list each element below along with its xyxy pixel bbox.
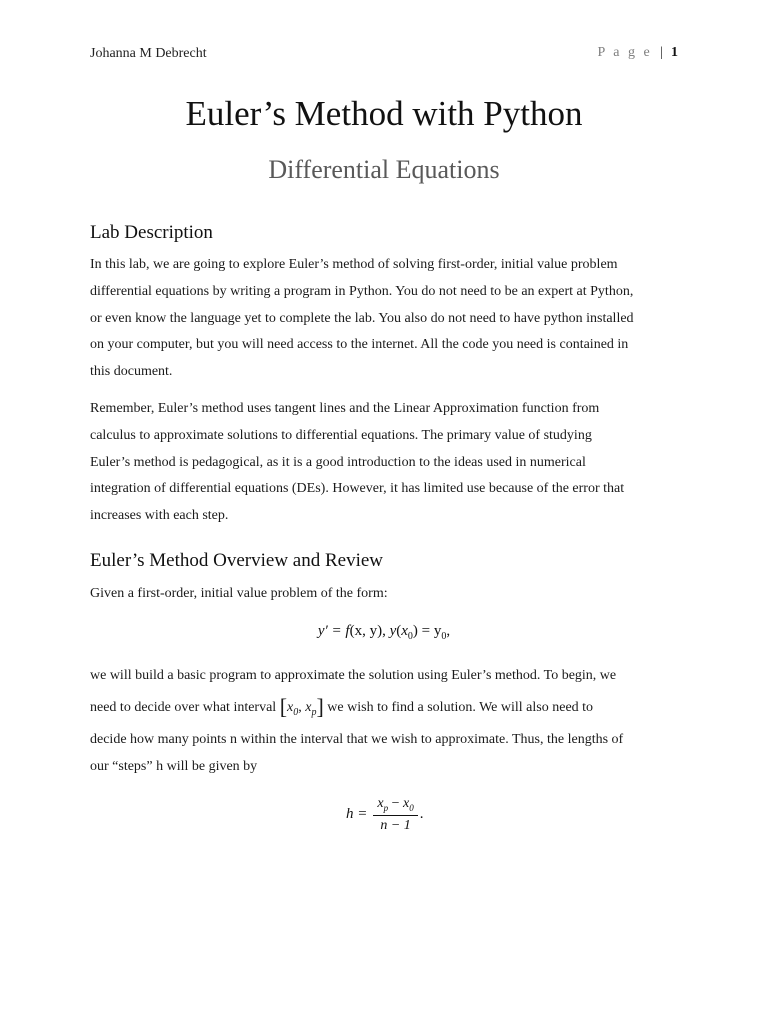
paragraph-points-steps	[90, 727, 682, 781]
interval-expression: [$x_0$, $x_p$]	[279, 694, 324, 719]
paragraph-euler-remember	[90, 396, 682, 530]
text-segment: need to decide over what interval	[90, 700, 277, 715]
eq-ic-eq: ) = y	[412, 623, 442, 639]
page-number: 1	[671, 45, 678, 60]
text-line: or even know the language yet to complete the lab. You also do not need to have python installed	[90, 310, 634, 326]
eq-ic-sub: 0	[407, 631, 413, 642]
paragraph-build-program	[90, 663, 682, 690]
paragraph-lab-intro	[90, 252, 682, 386]
step-fraction	[373, 796, 417, 834]
header-page-number	[597, 45, 678, 61]
interval-b: x	[305, 700, 312, 715]
num-a: x	[377, 796, 384, 811]
interval-a-sub: 0	[293, 706, 299, 718]
equation-step-size	[346, 796, 423, 834]
paragraph-interval-line	[90, 694, 682, 727]
document-title: Euler’s Method with Python	[185, 94, 583, 133]
text-line: our “steps” h will be given by	[90, 758, 258, 774]
header-author: Johanna M Debrecht	[90, 46, 207, 61]
paragraph-given-ivp: Given a first-order, initial value problem of the form:	[90, 586, 388, 601]
step-trail: .	[419, 806, 424, 823]
eq-ic-rhs-sub: 0	[441, 631, 447, 642]
equation-ivp: y′ = f(x, y), $y(x_0) = y_0$,	[317, 623, 451, 642]
fraction-denominator: n − 1	[380, 817, 411, 833]
interval-a: x	[287, 700, 294, 715]
eq-args: (x, y),	[349, 623, 386, 639]
text-line: In this lab, we are going to explore Euler’s method of solving first-order, initial value problem	[90, 257, 618, 272]
text-line: on your computer, but you will need access to the internet. All the code you need is contained in	[90, 337, 629, 353]
text-line: increases with each step.	[90, 508, 229, 524]
section-heading-overview: Euler’s Method Overview and Review	[90, 550, 384, 571]
step-lhs: h =	[346, 806, 368, 823]
num-b-sub: 0	[409, 802, 414, 813]
text-line: this document.	[90, 364, 173, 380]
section-heading-lab-description: Lab Description	[90, 222, 213, 243]
text-line: integration of differential equations (DEs). However, it has limited use because of the error that	[90, 481, 625, 497]
num-a-sub: p	[383, 802, 389, 813]
eq-trail: ,	[446, 623, 451, 639]
interval-b-sub: p	[311, 706, 317, 718]
eq-ic-var: x	[401, 623, 408, 639]
fraction-numerator	[373, 796, 417, 816]
text-segment: we wish to find a solution. We will also need to	[327, 700, 594, 715]
document-subtitle: Differential Equations	[268, 155, 500, 184]
eq-lhs: y′ = f	[317, 623, 350, 639]
text-line: Remember, Euler’s method uses tangent lines and the Linear Approximation function from	[90, 401, 600, 416]
text-line: Euler’s method is pedagogical, as it is a good introduction to the ideas used in numerical	[90, 454, 586, 470]
page-separator: |	[660, 45, 663, 60]
text-line: decide how many points n within the interval that we wish to approximate. Thus, the lengths of	[90, 732, 624, 747]
text-line: differential equations by writing a program in Python. You do not need to be an expert at Python,	[90, 283, 634, 299]
text-line: calculus to approximate solutions to differential equations. The primary value of studying	[90, 427, 592, 443]
num-b: x	[403, 796, 410, 811]
num-minus: −	[388, 796, 403, 811]
text-line: we will build a basic program to approximate the solution using Euler’s method. To begin, we	[90, 668, 617, 683]
page-label: P a g e	[597, 45, 653, 60]
eq-ic-lhs: y	[389, 623, 397, 639]
